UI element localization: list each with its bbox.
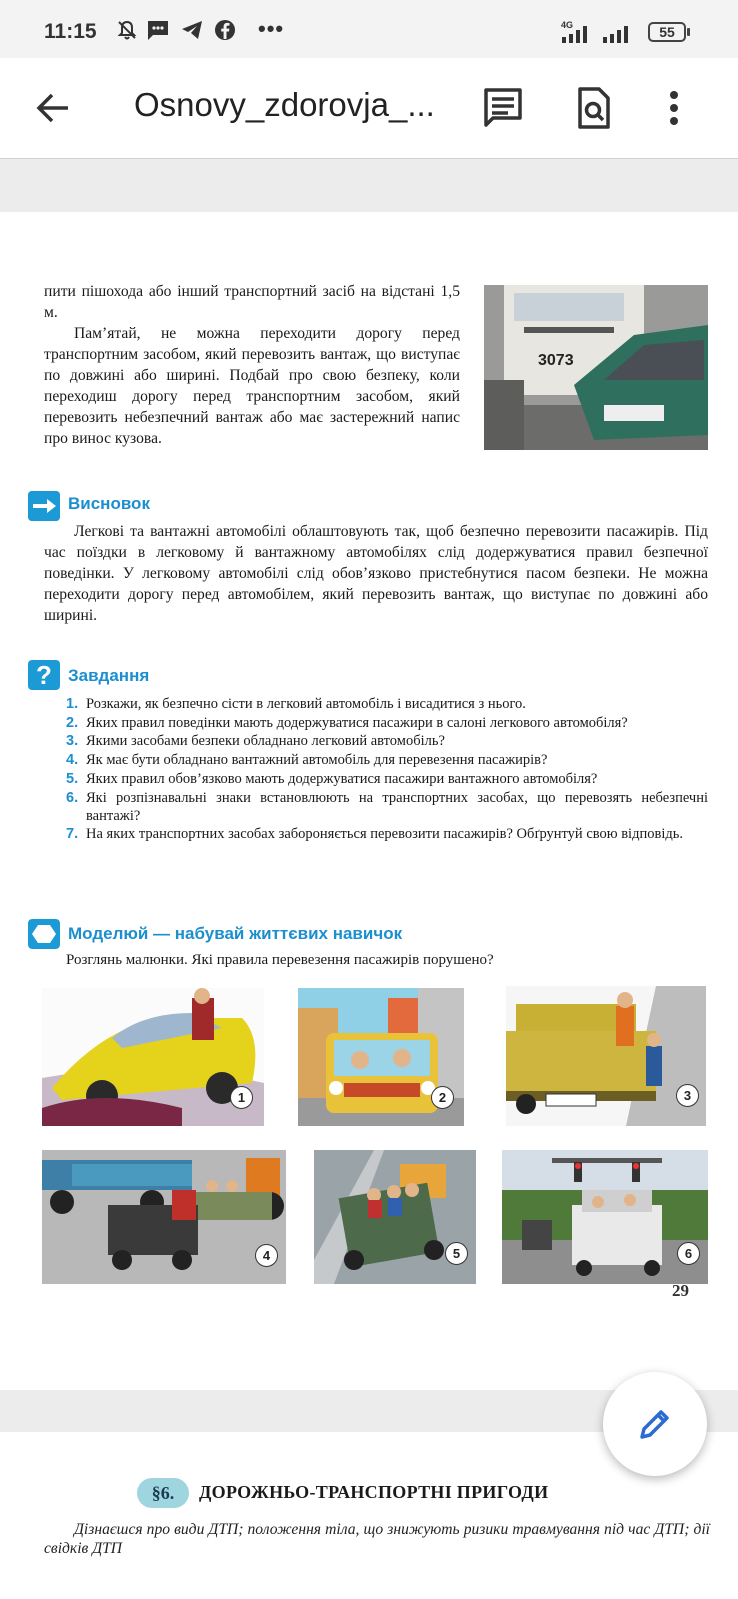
task-number: 3. — [66, 733, 79, 750]
task-item — [66, 789, 708, 825]
task-text: На яких транспортних засобах забороняється перевозити пасажирів? Обґрунтуй свою відповідь. — [86, 826, 683, 843]
section-intro: Дізнаєшся про види ДТП; положення тіла, що знижують ризики травмування під час ДТП; дії свідків ДТП — [44, 1521, 710, 1557]
picture-4 — [42, 1150, 286, 1284]
task-number: 6. — [66, 789, 79, 806]
picture-3-illustration — [506, 986, 706, 1126]
tasks-heading: Завдання — [68, 666, 150, 685]
task-item — [66, 751, 708, 769]
document-title: Osnovy_zdorovja_... — [134, 86, 435, 123]
edit-fab-button[interactable] — [603, 1372, 707, 1476]
bus-car-illustration — [484, 285, 708, 450]
picture-5-badge: 5 — [445, 1242, 468, 1265]
picture-2-badge: 2 — [431, 1086, 454, 1109]
page-number: 29 — [672, 1281, 689, 1300]
telegram-icon — [180, 19, 204, 41]
picture-1-illustration — [42, 988, 264, 1126]
battery-icon: 55 — [648, 22, 686, 42]
signal-icon-2 — [601, 24, 631, 44]
picture-6 — [502, 1150, 708, 1284]
picture-2 — [298, 988, 464, 1126]
task-number: 4. — [66, 752, 79, 769]
picture-3-badge: 3 — [676, 1084, 699, 1107]
paragraph-warning: Пам’ятай, не можна переходити дорогу перед транспортним засобом, який перевозить вантаж, що виступає по довжині або ширині. Подбай про свою безпеку, коли переходиш дорогу перед транспортним засобом, який перевозить небезпечний вантаж або має застережний напис про винос кузова. — [44, 325, 460, 447]
task-number: 2. — [66, 714, 79, 731]
status-time: 11:15 — [44, 20, 97, 43]
app-bar — [0, 58, 738, 159]
picture-6-badge: 6 — [677, 1242, 700, 1265]
notifications-off-icon — [116, 19, 138, 41]
model-heading: Моделюй — набувай життєвих навичок — [68, 924, 403, 943]
task-text: Яких правил поведінки мають додержуватися пасажири в салоні легкового автомобіля? — [86, 714, 628, 731]
search-document-icon[interactable] — [574, 86, 614, 130]
task-item — [66, 770, 708, 788]
task-text: Як має бути обладнано вантажний автомобіль для перевезення пасажирів? — [86, 752, 548, 769]
picture-4-illustration — [42, 1150, 286, 1284]
edit-pencil-icon — [637, 1406, 673, 1442]
network-type: 4G — [561, 20, 574, 30]
battery-tip — [687, 28, 690, 36]
more-vert-icon[interactable] — [666, 86, 682, 130]
picture-6-illustration — [502, 1150, 708, 1284]
more-notifications-icon: ••• — [258, 16, 285, 41]
question-icon: ? — [28, 660, 60, 690]
tasks-list — [66, 695, 708, 844]
hexagon-icon — [28, 919, 60, 949]
task-number: 7. — [66, 826, 79, 843]
picture-1 — [42, 988, 264, 1126]
comment-icon[interactable] — [483, 86, 523, 130]
picture-5 — [314, 1150, 476, 1284]
signal-icon — [560, 24, 590, 44]
facebook-icon — [214, 19, 236, 41]
task-text: Розкажи, як безпечно сісти в легковий автомобіль і висадитися з нього. — [86, 696, 526, 712]
message-icon — [146, 19, 170, 41]
bus-car-photo — [484, 285, 708, 450]
picture-3 — [506, 986, 706, 1126]
task-text: Яких правил обов’язково мають додержуватися пасажири вантажного автомобіля? — [86, 770, 598, 787]
bus-number: 3073 — [538, 352, 574, 369]
task-item — [66, 714, 708, 732]
conclusion-heading: Висновок — [68, 494, 150, 513]
model-prompt: Розглянь малюнки. Які правила перевезення пасажирів порушено? — [66, 952, 494, 968]
task-item — [66, 732, 708, 750]
task-number: 5. — [66, 770, 79, 787]
task-item — [66, 825, 708, 843]
task-text: Які розпізнавальні знаки встановлюють на транспортних засобах, що перевозять небезпечні вантажі? — [86, 789, 708, 824]
conclusion-text: Легкові та вантажні автомобілі облаштовують так, щоб безпечно перевозити пасажирів. Під час поїздки в легковому й вантажному автомобілях слід додержуватися правил безпечної поведінки. У легковому автомобілі слід обов’язково пристебнутися пасом безпеки. Не можна переходити дорогу перед автомобілем, який перевозить вантаж, що виступає по довжині або ширині. — [44, 523, 708, 624]
conclusion-arrow-icon — [28, 491, 60, 521]
picture-4-badge: 4 — [255, 1244, 278, 1267]
picture-1-badge: 1 — [230, 1086, 253, 1109]
back-arrow-icon[interactable] — [34, 88, 74, 128]
section-number-badge: §6. — [137, 1478, 189, 1508]
paragraph-continued: пити пішохода або інший транспортний засіб на відстані 1,5 м. — [44, 283, 460, 321]
task-text: Якими засобами безпеки обладнано легковий автомобіль? — [86, 733, 445, 750]
section-title: ДОРОЖНЬО-ТРАНСПОРТНІ ПРИГОДИ — [199, 1482, 549, 1502]
status-bar — [0, 0, 738, 58]
task-number: 1. — [66, 696, 79, 712]
task-item — [66, 695, 708, 713]
